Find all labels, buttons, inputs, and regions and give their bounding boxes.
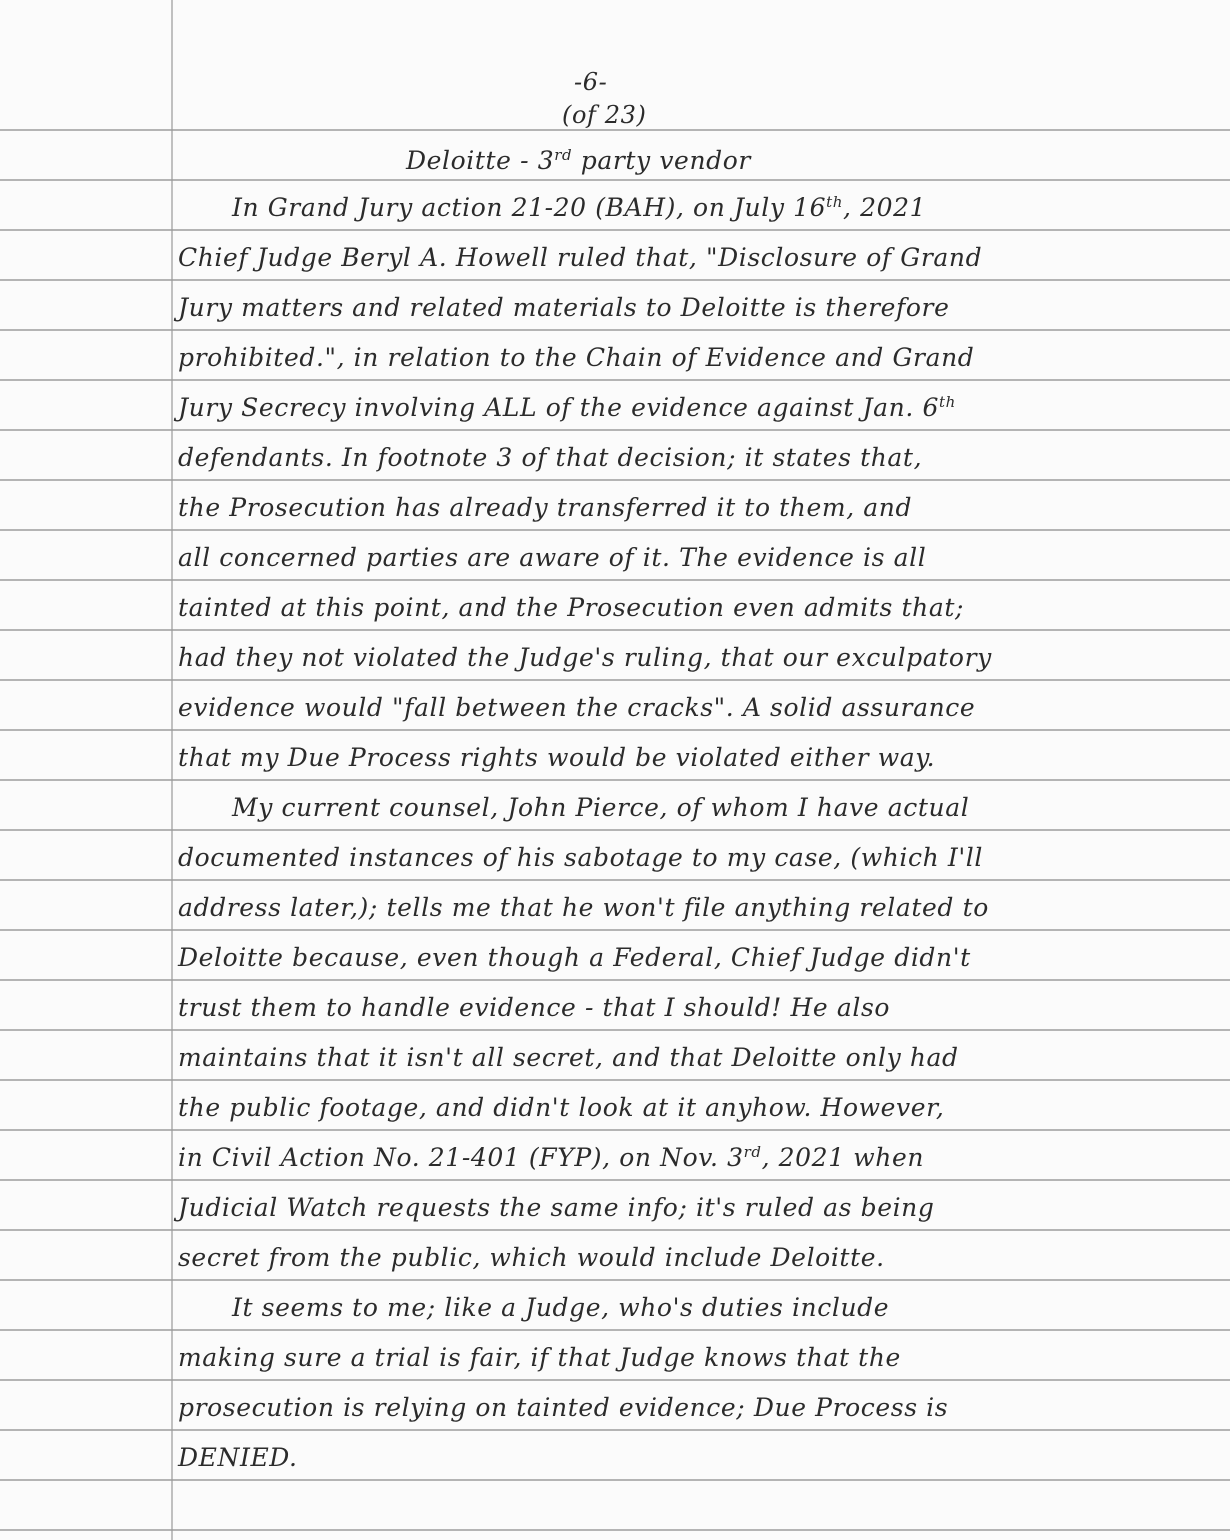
text-line <box>178 395 956 420</box>
text-line <box>232 1295 889 1320</box>
text-line-content: My current counsel, John Pierce, of whom I have actual <box>232 793 970 822</box>
text-line-content: in Civil Action No. 21-401 (FYP), on Nov. 3 <box>178 1143 744 1172</box>
text-line-continuation: , 2021 <box>843 193 927 222</box>
text-line <box>178 1145 924 1170</box>
ordinal-superscript: th <box>938 393 956 411</box>
text-line <box>178 595 964 620</box>
page-count: (of 23) <box>562 101 647 129</box>
text-line-content: prosecution is relying on tainted evidence; Due Process is <box>178 1393 949 1422</box>
text-line <box>178 1245 885 1270</box>
text-line-content: address later,); tells me that he won't file anything related to <box>178 893 989 922</box>
text-line <box>178 1045 959 1070</box>
page-title <box>406 148 751 173</box>
title-text: Deloitte - 3 <box>406 146 555 175</box>
text-line-content: DENIED. <box>178 1443 298 1472</box>
page-number: -6- <box>574 68 608 96</box>
text-line-content: all concerned parties are aware of it. The evidence is all <box>178 543 927 572</box>
text-line <box>178 1445 298 1470</box>
text-line <box>232 795 969 820</box>
text-line <box>178 1395 948 1420</box>
text-line-content: Judicial Watch requests the same info; it's ruled as being <box>178 1193 935 1222</box>
text-line-content: documented instances of his sabotage to my case, (which I'll <box>178 843 983 872</box>
text-line-content: Jury Secrecy involving ALL of the evidence against Jan. 6 <box>178 393 939 422</box>
text-line-content: It seems to me; like a Judge, who's duties include <box>232 1293 890 1322</box>
text-line-content: Deloitte because, even though a Federal, Chief Judge didn't <box>178 943 971 972</box>
text-line <box>178 745 935 770</box>
text-line <box>178 1195 935 1220</box>
text-line-content: defendants. In footnote 3 of that decision; it states that, <box>178 443 923 472</box>
text-line <box>178 645 992 670</box>
text-line <box>178 295 950 320</box>
ordinal-superscript: rd <box>743 1143 762 1161</box>
text-line <box>178 1095 944 1120</box>
text-line <box>178 495 912 520</box>
text-line-content: secret from the public, which would include Deloitte. <box>178 1243 885 1272</box>
text-line <box>178 995 890 1020</box>
text-line <box>178 945 971 970</box>
text-line-continuation: , 2021 when <box>761 1143 925 1172</box>
text-line-content: In Grand Jury action 21-20 (BAH), on July 16 <box>232 193 827 222</box>
text-line-content: prohibited.", in relation to the Chain of Evidence and Grand <box>178 343 975 372</box>
text-line <box>178 445 922 470</box>
title-text-rest: party vendor <box>572 146 751 175</box>
text-line <box>178 545 926 570</box>
text-line-content: had they not violated the Judge's ruling, that our exculpatory <box>178 643 992 672</box>
text-line-content: tainted at this point, and the Prosecution even admits that; <box>178 593 964 622</box>
text-line-content: Chief Judge Beryl A. Howell ruled that, "Disclosure of Grand <box>178 243 983 272</box>
text-line-content: that my Due Process rights would be violated either way. <box>178 743 936 772</box>
text-line <box>178 845 983 870</box>
text-line <box>178 345 974 370</box>
text-line-content: Jury matters and related materials to Deloitte is therefore <box>178 293 950 322</box>
text-line-content: the public footage, and didn't look at it anyhow. However, <box>178 1093 945 1122</box>
text-line-content: maintains that it isn't all secret, and that Deloitte only had <box>178 1043 959 1072</box>
text-line-content: trust them to handle evidence - that I should! He also <box>178 993 891 1022</box>
text-line <box>178 695 975 720</box>
ordinal-superscript: th <box>826 193 844 211</box>
text-line-content: making sure a trial is fair, if that Judge knows that the <box>178 1343 901 1372</box>
text-line <box>178 895 989 920</box>
text-line-content: evidence would "fall between the cracks". A solid assurance <box>178 693 976 722</box>
text-line <box>178 245 982 270</box>
text-line-content: the Prosecution has already transferred it to them, and <box>178 493 913 522</box>
title-superscript: rd <box>554 146 573 164</box>
text-line <box>232 195 926 220</box>
text-line <box>178 1345 901 1370</box>
